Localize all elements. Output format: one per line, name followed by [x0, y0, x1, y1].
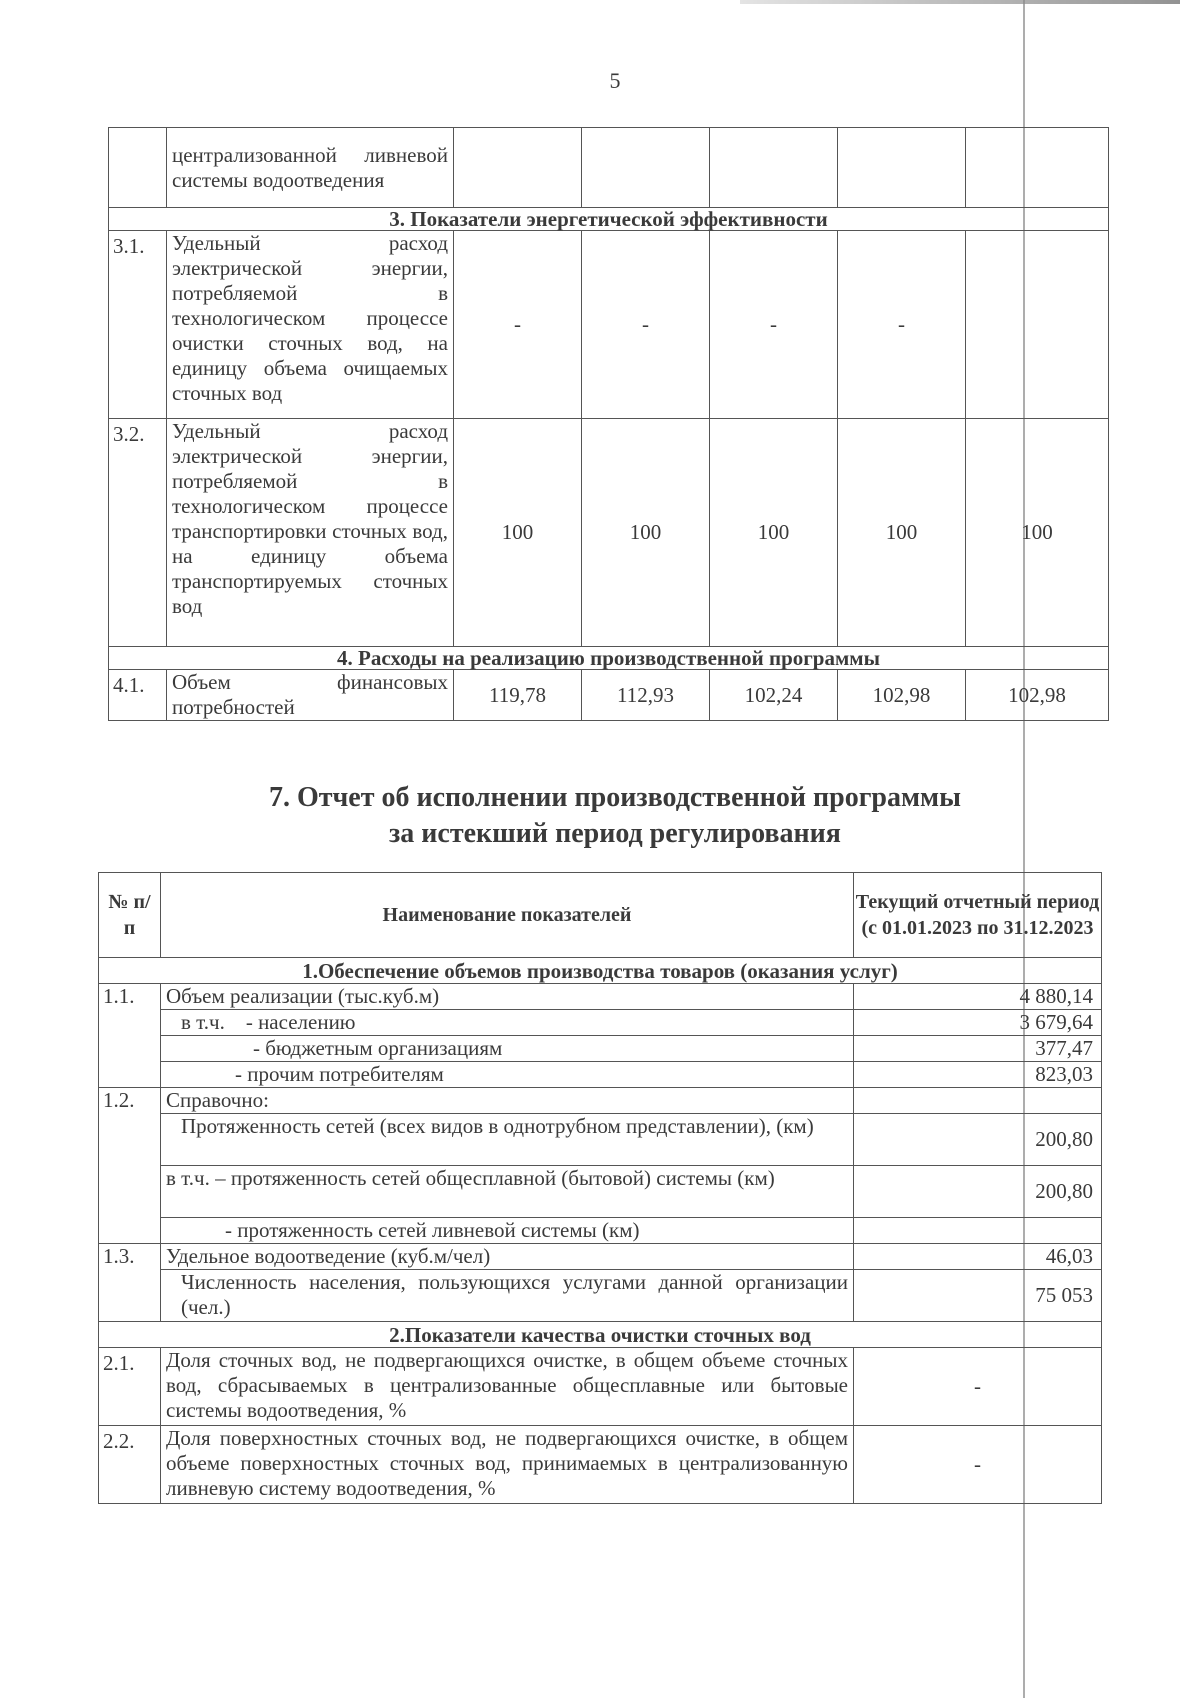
section-row [109, 647, 1109, 670]
header-row [99, 873, 1102, 958]
table-row [99, 1036, 1102, 1062]
row-number: 3.1. [109, 231, 167, 419]
value-cell [854, 1218, 1102, 1244]
section-row [99, 1322, 1102, 1348]
value-cell: 75 053 [854, 1270, 1102, 1322]
indicator-name: - протяженность сетей ливневой системы (км) [161, 1218, 854, 1244]
report-title-line2: за истекший период регулирования [389, 818, 841, 849]
value-cell: 4 880,14 [854, 984, 1102, 1010]
value-cell: 377,47 [854, 1036, 1102, 1062]
table-row [99, 1244, 1102, 1270]
indicator-name: - прочим потребителям [161, 1062, 854, 1088]
value-cell: 3 679,64 [854, 1010, 1102, 1036]
value-cell: 100 [454, 419, 582, 647]
section-row [109, 208, 1109, 231]
value-cell: - [582, 231, 710, 419]
page-number: 5 [609, 68, 621, 93]
indicator-name: Протяженность сетей (всех видов в однотрубном представлении), (км) [161, 1114, 854, 1166]
value-cell: 100 [966, 419, 1109, 647]
row-number: 4.1. [109, 670, 167, 721]
value-cell: 112,93 [582, 670, 710, 721]
indicator-name: Удельный расход электрической энергии, потребляемой в технологическом процессе транспортировки сточных вод, на единицу объема транспортируемых сточных вод [167, 419, 454, 647]
value-cell: 823,03 [854, 1062, 1102, 1088]
report-title-line1: 7. Отчет об исполнении производственной программы [268, 782, 961, 813]
indicators-table-continued [108, 127, 1109, 721]
section-row [99, 958, 1102, 984]
value-cell: 119,78 [454, 670, 582, 721]
table-row [99, 1426, 1102, 1504]
section-title-1: 1.Обеспечение объемов производства товаров (оказания услуг) [99, 958, 1102, 984]
value-cell: 102,98 [838, 670, 966, 721]
value-cell: - [454, 231, 582, 419]
indicator-name: Удельный расход электрической энергии, потребляемой в технологическом процессе очистки сточных вод, на единицу объема очищаемых сточных вод [167, 231, 454, 419]
indicator-name: Доля поверхностных сточных вод, не подвергающихся очистке, в общем объеме поверхностных сточных вод, принимаемых в централизованную ливневую систему водоотведения, % [161, 1426, 854, 1504]
section-title-4: 4. Расходы на реализацию производственной программы [109, 647, 1109, 670]
value-cell [966, 231, 1109, 419]
row-number: 1.3. [99, 1244, 161, 1322]
row-number: 3.2. [109, 419, 167, 647]
value-cell: - [710, 231, 838, 419]
report-title [0, 780, 1200, 852]
indicator-name: - бюджетным организациям [161, 1036, 854, 1062]
value-cell: - [854, 1348, 1102, 1426]
row-number: 2.1. [99, 1348, 161, 1426]
value-cell: 100 [838, 419, 966, 647]
indicator-name: Справочно: [161, 1088, 854, 1114]
table-row [99, 1166, 1102, 1218]
header-period: Текущий отчетный период (с 01.01.2023 по 31.12.2023 [854, 873, 1102, 958]
indicator-name: Численность населения, пользующихся услугами данной организации (чел.) [161, 1270, 854, 1322]
table-row [99, 1348, 1102, 1426]
value-cell: 200,80 [854, 1166, 1102, 1218]
indicator-name: в т.ч. - населению [161, 1010, 854, 1036]
value-cell: 102,24 [710, 670, 838, 721]
value-cell: - [838, 231, 966, 419]
header-name: Наименование показателей [161, 873, 854, 958]
table-row [99, 1114, 1102, 1166]
value-cell: 100 [710, 419, 838, 647]
scan-artifact-top [740, 0, 1180, 4]
indicator-name: централизованной ливневой системы водоотведения [167, 128, 454, 208]
table-row [99, 1088, 1102, 1114]
value-cell: 46,03 [854, 1244, 1102, 1270]
indicator-name: Объем финансовых потребностей [167, 670, 454, 721]
indicator-name: Доля сточных вод, не подвергающихся очистке, в общем объеме сточных вод, сбрасываемых в централизованные общесплавные или бытовые системы водоотведения, % [161, 1348, 854, 1426]
header-num: № п/п [99, 873, 161, 958]
value-cell: - [854, 1426, 1102, 1504]
table-row [109, 670, 1109, 721]
table-row [99, 1270, 1102, 1322]
indicator-name: в т.ч. – протяженность сетей общесплавной (бытовой) системы (км) [161, 1166, 854, 1218]
section-title-3: 3. Показатели энергетической эффективности [109, 208, 1109, 231]
num-cell [109, 128, 167, 208]
row-number: 1.1. [99, 984, 161, 1088]
table-row [99, 984, 1102, 1010]
table-row [99, 1218, 1102, 1244]
indicator-name: Удельное водоотведение (куб.м/чел) [161, 1244, 854, 1270]
table-row [109, 419, 1109, 647]
indicator-name: Объем реализации (тыс.куб.м) [161, 984, 854, 1010]
row-number: 1.2. [99, 1088, 161, 1244]
row-number: 2.2. [99, 1426, 161, 1504]
value-cell: 200,80 [854, 1114, 1102, 1166]
value-cell: 100 [582, 419, 710, 647]
report-table [98, 872, 1102, 1504]
table-row [109, 231, 1109, 419]
table-row [99, 1062, 1102, 1088]
table-row [109, 128, 1109, 208]
section-title-2: 2.Показатели качества очистки сточных вод [99, 1322, 1102, 1348]
table-row [99, 1010, 1102, 1036]
value-cell: 102,98 [966, 670, 1109, 721]
